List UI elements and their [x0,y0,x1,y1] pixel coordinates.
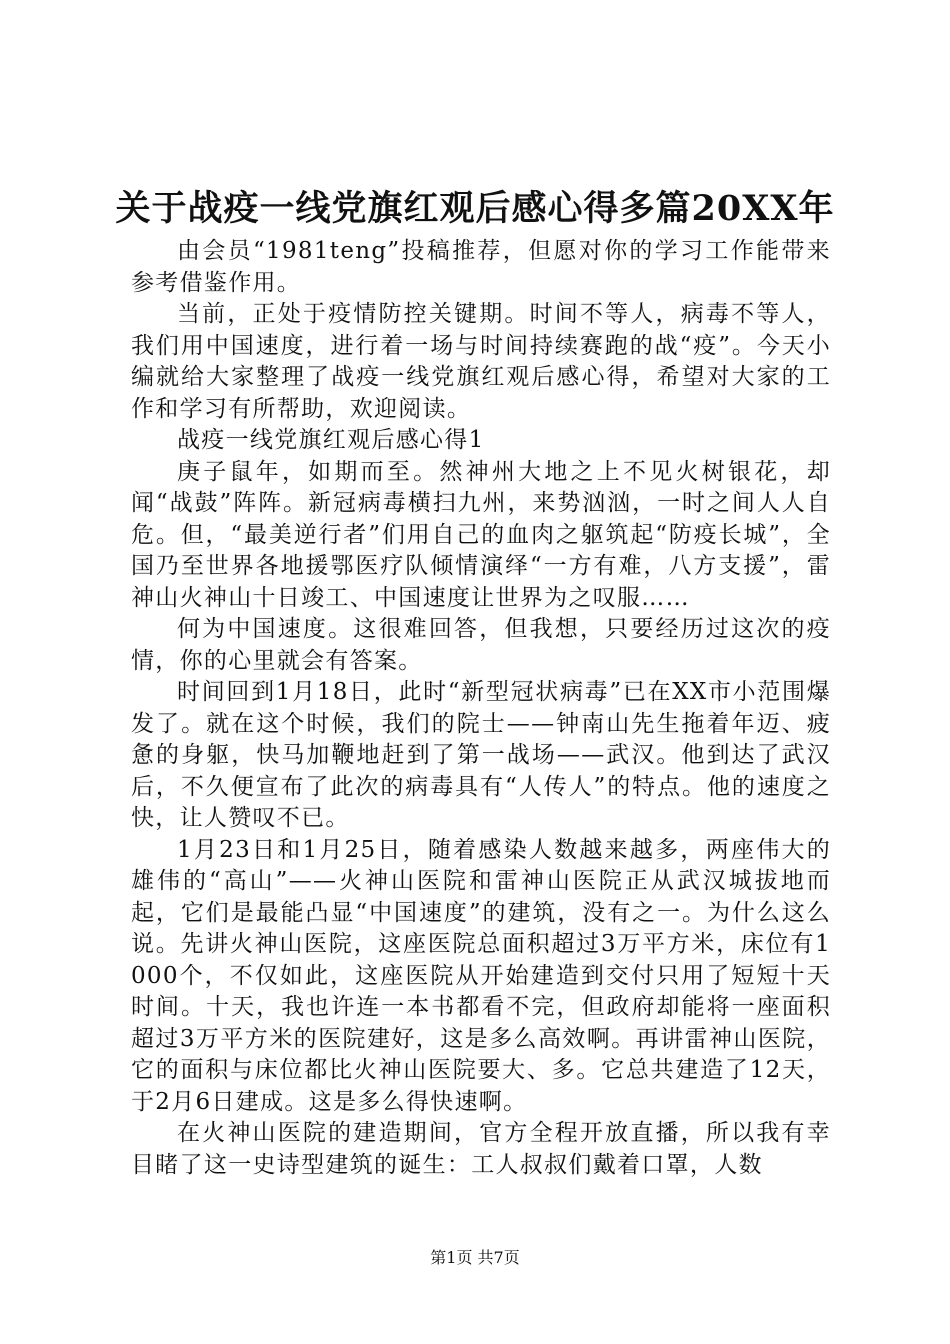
paragraph: 1月23日和1月25日，随着感染人数越来越多，两座伟大的雄伟的“高山”——火神山医院和雷神山医院正从武汉城拔地而起，它们是最能凸显“中国速度”的建筑，没有之一。为什么这么说。先讲火神山医院，这座医院总面积超过3万平方米，床位有1000个，不仅如此，这座医院从开始建造到交付只用了短短十天时间。十天，我也许连一本书都看不完，但政府却能将一座面积超过3万平方米的医院建好，这是多么高效啊。再讲雷神山医院，它的面积与床位都比火神山医院要大、多。它总共建造了12天，于2月6日建成。这是多么得快速啊。 [131,836,831,1115]
paragraph: 庚子鼠年，如期而至。然神州大地之上不见火树银花，却闻“战鼓”阵阵。新冠病毒横扫九州，来势汹汹，一时之间人人自危。但，“最美逆行者”们用自己的血肉之躯筑起“防疫长城”，全国乃至世界各地援鄂医疗队倾情演绎“一方有难，八方支援”，雷神山火神山十日竣工、中国速度让世界为之叹服…… [131,458,831,611]
paragraph-preface: 当前，正处于疫情防控关键期。时间不等人，病毒不等人，我们用中国速度，进行着一场与时间持续赛跑的战“疫”。今天小编就给大家整理了战疫一线党旗红观后感心得，希望对大家的工作和学习有所帮助，欢迎阅读。 [131,301,831,422]
paragraph: 何为中国速度。这很难回答，但我想，只要经历过这次的疫情，你的心里就会有答案。 [131,616,831,674]
paragraph: 在火神山医院的建造期间，官方全程开放直播，所以我有幸目睹了这一史诗型建筑的诞生：工人叔叔们戴着口罩，人数 [131,1120,831,1178]
paragraph-intro: 由会员“1981teng”投稿推荐，但愿对你的学习工作能带来参考借鉴作用。 [131,238,831,296]
document-body [131,236,831,1181]
page-number-footer: 第1页 共7页 [430,1248,520,1267]
document-title: 关于战疫一线党旗红观后感心得多篇20XX年 [115,188,835,229]
paragraph: 时间回到1月18日，此时“新型冠状病毒”已在XX市小范围爆发了。就在这个时候，我们的院士——钟南山先生拖着年迈、疲惫的身躯，快马加鞭地赶到了第一战场——武汉。他到达了武汉后，不久便宣布了此次的病毒具有“人传人”的特点。他的速度之快，让人赞叹不已。 [131,679,831,831]
section-heading: 战疫一线党旗红观后感心得1 [177,427,485,453]
